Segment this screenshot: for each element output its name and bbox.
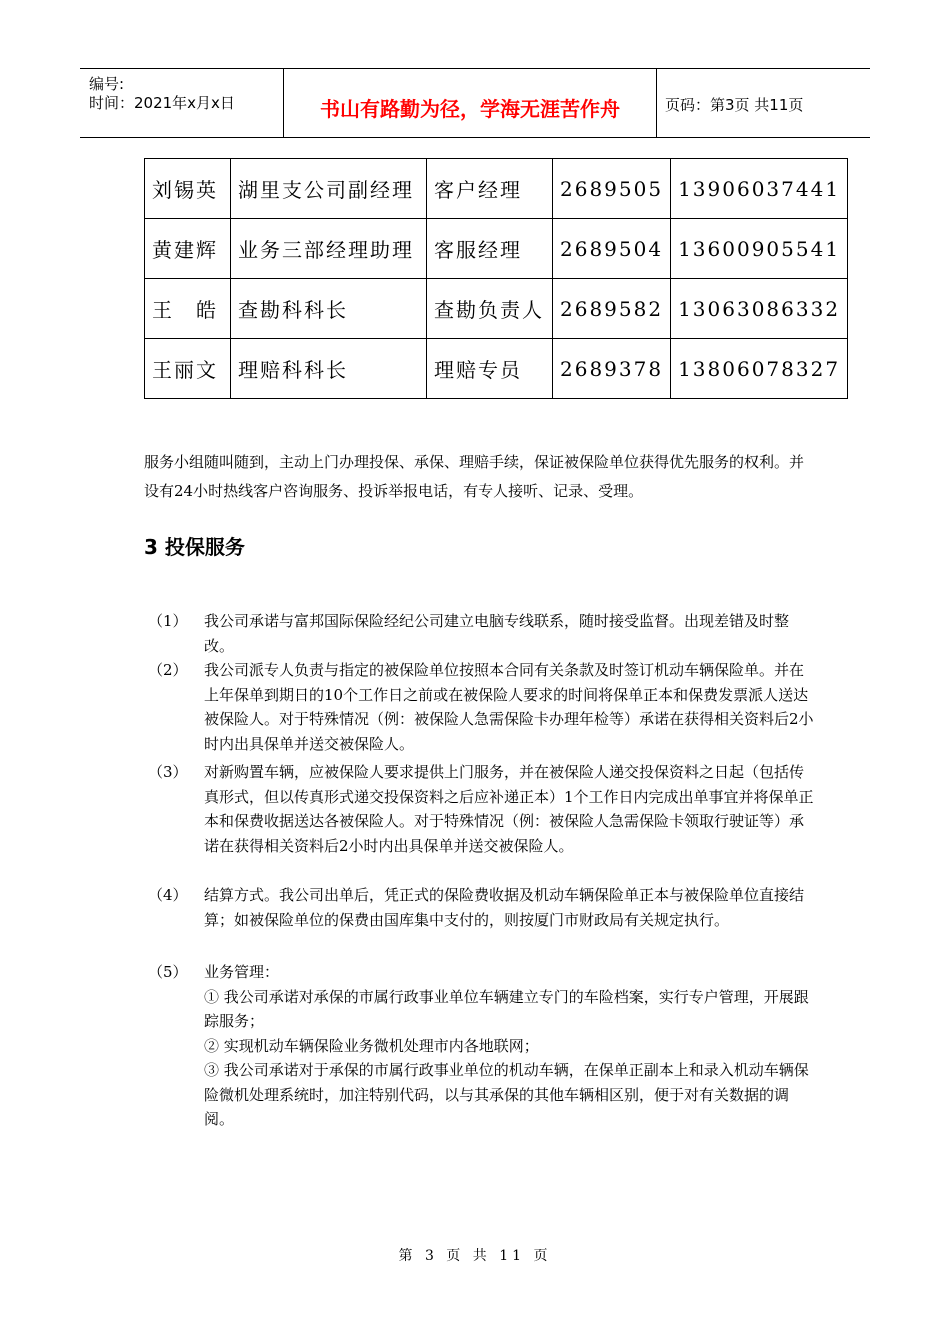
staff-role: 客户经理 (427, 159, 553, 219)
staff-name: 黄建辉 (145, 219, 231, 279)
sub-item: ③ 我公司承诺对于承保的市属行政事业单位的机动车辆，在保单正副本上和录入机动车辆保险微机处理系统时，加注特别代码，以与其承保的其他车辆相区别，便于对有关数据的调阅。 (204, 1061, 809, 1128)
staff-mobile: 13063086332 (671, 279, 848, 339)
header-motto-cell (284, 69, 657, 137)
item-text: 对新购置车辆，应被保险人要求提供上门服务，并在被保险人递交投保资料之日起（包括传真形式，但以传真形式递交投保资料之后应补递正本）1个工作日内完成出单事宜并将保单正本和保费收据送达各被保险人。对于特殊情况（例：被保险人急需保险卡领取行驶证等）承诺在获得相关资料后2小时内出具保单并送交被保险人。 (204, 763, 814, 855)
staff-name: 王 皓 (145, 279, 231, 339)
staff-table (144, 158, 848, 399)
staff-name: 王丽文 (145, 339, 231, 399)
staff-phone: 2689582 (553, 279, 671, 339)
list-item (144, 883, 814, 932)
page-footer: 第 3 页 共 11 页 (398, 1248, 552, 1264)
staff-role: 客服经理 (427, 219, 553, 279)
staff-phone: 2689504 (553, 219, 671, 279)
staff-title: 查勘科科长 (231, 279, 427, 339)
header-page-info: 页码：第3页 共11页 (665, 96, 804, 114)
item-text: 我公司派专人负责与指定的被保险单位按照本合同有关条款及时签订机动车辆保险单。并在上年保单到期日的10个工作日之前或在被保险人要求的时间将保单正本和保费发票派人送达被保险人。对于特殊情况（例：被保险人急需保险卡办理年检等）承诺在获得相关资料后2小时内出具保单并送交被保险人。 (204, 661, 814, 753)
table-row (145, 219, 848, 279)
staff-role: 理赔专员 (427, 339, 553, 399)
item-number: （1） (148, 612, 188, 630)
item-text: 结算方式。我公司出单后，凭正式的保险费收据及机动车辆保险单正本与被保险单位直接结算；如被保险单位的保费由国库集中支付的，则按厦门市财政局有关规定执行。 (204, 886, 805, 929)
staff-title: 湖里支公司副经理 (231, 159, 427, 219)
table-row (145, 279, 848, 339)
section-title: 3 投保服务 (144, 535, 245, 559)
item-number: （5） (148, 963, 188, 981)
staff-role: 查勘负责人 (427, 279, 553, 339)
code-label: 编号: (89, 75, 125, 93)
intro-paragraph: 服务小组随叫随到，主动上门办理投保、承保、理赔手续，保证被保险单位获得优先服务的权利。并设有24小时热线客户咨询服务、投诉举报电话，有专人接听、记录、受理。 (144, 453, 805, 500)
table-row (145, 159, 848, 219)
item-number: （3） (148, 763, 188, 781)
staff-mobile: 13600905541 (671, 219, 848, 279)
staff-title: 理赔科科长 (231, 339, 427, 399)
sub-item: ② 实现机动车辆保险业务微机处理市内各地联网； (204, 1036, 539, 1055)
list-item (144, 658, 814, 756)
table-row (145, 339, 848, 399)
staff-phone: 2689378 (553, 339, 671, 399)
item-text: 我公司承诺与富邦国际保险经纪公司建立电脑专线联系，随时接受监督。出现差错及时整改。 (204, 612, 790, 655)
page-header (80, 68, 870, 138)
staff-name: 刘锡英 (145, 159, 231, 219)
item-number: （4） (148, 886, 188, 904)
motto: 书山有路勤为径，学海无涯苦作舟 (320, 97, 620, 121)
staff-title: 业务三部经理助理 (231, 219, 427, 279)
list-item (144, 609, 814, 658)
item-text: 业务管理： (204, 963, 280, 981)
sub-item: ① 我公司承诺对承保的市属行政事业单位车辆建立专门的车险档案，实行专户管理，开展跟踪服务； (204, 987, 809, 1030)
list-item (144, 760, 814, 858)
staff-mobile: 13906037441 (671, 159, 848, 219)
time-label: 时间：2021年x月x日 (89, 94, 235, 112)
staff-mobile: 13806078327 (671, 339, 848, 399)
list-item (144, 960, 814, 1132)
header-meta (80, 69, 284, 137)
staff-phone: 2689505 (553, 159, 671, 219)
item-number: （2） (148, 661, 188, 679)
